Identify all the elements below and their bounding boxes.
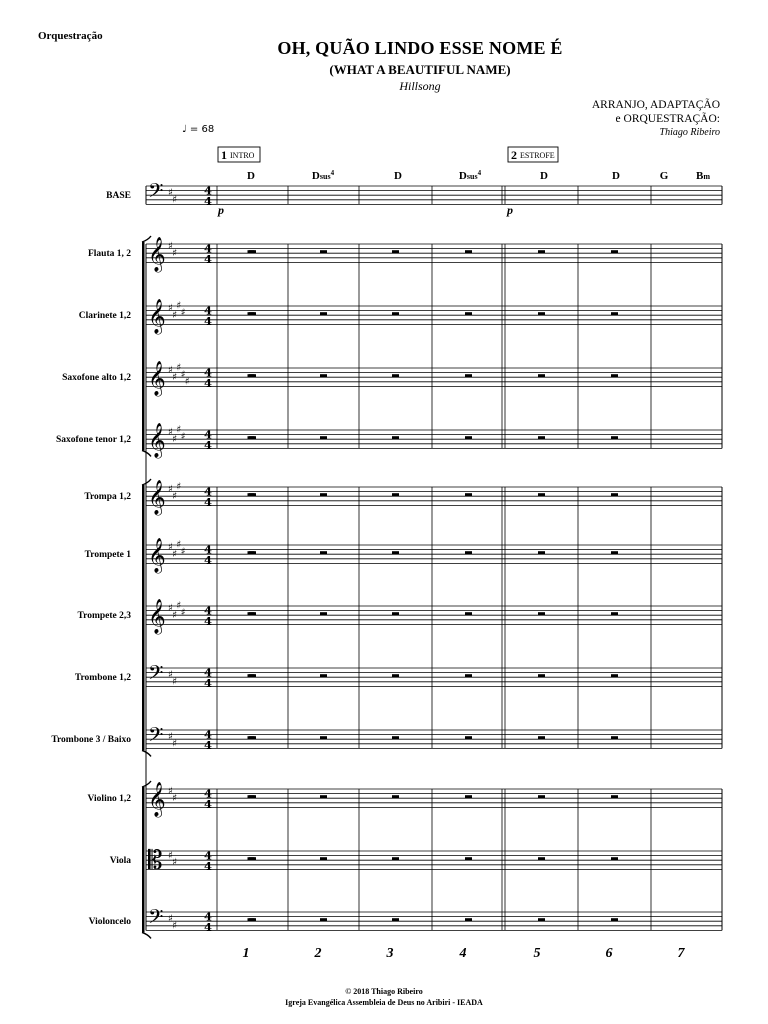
time-signature-top: 4 xyxy=(203,241,213,256)
bass-clef-icon: 𝄢 xyxy=(148,905,164,934)
sharp-icon: ♯ xyxy=(168,303,173,314)
measure-rest-icon xyxy=(249,493,256,496)
sharp-icon: ♯ xyxy=(172,676,178,688)
measure-rest-icon xyxy=(392,918,399,921)
instrument-name: Trompa 1,2 xyxy=(84,492,131,503)
time-signature-bottom: 4 xyxy=(203,251,213,266)
measure-rest-icon xyxy=(611,918,618,921)
measure-number: 1 xyxy=(242,946,250,961)
measure-rest-icon xyxy=(249,857,256,860)
measure-rest-icon xyxy=(611,551,618,554)
chord-symbol: D xyxy=(540,170,548,182)
treble-clef-icon: 𝄞 xyxy=(148,299,166,335)
instrument-name: Saxofone alto 1,2 xyxy=(62,373,131,384)
rehearsal-mark-label: INTRO xyxy=(230,151,255,160)
treble-clef-icon: 𝄞 xyxy=(148,782,166,818)
time-signature-bottom: 4 xyxy=(203,675,213,690)
measure-rest-icon xyxy=(611,795,618,798)
measure-rest-icon xyxy=(249,674,256,677)
time-signature-top: 4 xyxy=(203,603,213,618)
time-signature-bottom: 4 xyxy=(203,613,213,628)
measure-rest-icon xyxy=(392,250,399,253)
measure-rest-icon xyxy=(392,551,399,554)
instrument-name: Saxofone tenor 1,2 xyxy=(55,435,131,446)
measure-rest-icon xyxy=(611,436,618,439)
measure-rest-icon xyxy=(320,736,327,739)
time-signature-top: 4 xyxy=(203,665,213,680)
measure-rest-icon xyxy=(392,493,399,496)
measure-rest-icon xyxy=(465,250,472,253)
chord-symbol: Bm xyxy=(695,170,711,182)
measure-rest-icon xyxy=(320,374,327,377)
time-signature-top: 4 xyxy=(203,727,213,742)
measure-rest-icon xyxy=(249,612,256,615)
measure-rest-icon xyxy=(392,436,399,439)
measure-rest-icon xyxy=(538,551,545,554)
sharp-icon: ♯ xyxy=(168,542,173,553)
sharp-icon: ♯ xyxy=(176,600,182,612)
measure-rest-icon xyxy=(392,612,399,615)
arranger-line-2: e ORQUESTRAÇÃO: xyxy=(615,113,720,125)
measure-rest-icon xyxy=(538,312,545,315)
instrument-name: Violino 1,2 xyxy=(87,794,131,805)
measure-rest-icon xyxy=(611,374,618,377)
measure-rest-icon xyxy=(465,736,472,739)
score-type-label: Orquestração xyxy=(38,30,103,42)
time-signature-bottom: 4 xyxy=(203,494,213,509)
dynamic-marking: p xyxy=(218,203,224,217)
measure-rest-icon xyxy=(611,674,618,677)
measure-rest-icon xyxy=(249,312,256,315)
measure-rest-icon xyxy=(249,250,256,253)
measure-number: 2 xyxy=(314,946,322,961)
sharp-icon: ♯ xyxy=(180,546,186,558)
time-signature-bottom: 4 xyxy=(203,796,213,811)
sharp-icon: ♯ xyxy=(180,607,186,619)
treble-clef-icon: 𝄞 xyxy=(148,237,166,273)
sharp-icon: ♯ xyxy=(180,307,186,319)
measure-rest-icon xyxy=(392,674,399,677)
sharp-icon: ♯ xyxy=(172,247,178,259)
time-signature-top: 4 xyxy=(203,484,213,499)
time-signature-bottom: 4 xyxy=(203,437,213,452)
measure-rest-icon xyxy=(611,857,618,860)
measure-rest-icon xyxy=(392,736,399,739)
measure-rest-icon xyxy=(392,795,399,798)
measure-rest-icon xyxy=(320,674,327,677)
measure-rest-icon xyxy=(611,250,618,253)
rehearsal-mark-number: 2 xyxy=(511,148,517,162)
measure-rest-icon xyxy=(538,612,545,615)
treble-clef-icon: 𝄞 xyxy=(148,423,166,459)
page-subtitle: (WHAT A BEAUTIFUL NAME) xyxy=(329,62,511,77)
treble-clef-icon: 𝄞 xyxy=(148,538,166,574)
alto-clef-icon: 𝄡 xyxy=(148,846,163,877)
measure-rest-icon xyxy=(538,674,545,677)
measure-rest-icon xyxy=(465,857,472,860)
instrument-name: Flauta 1, 2 xyxy=(87,249,131,260)
measure-rest-icon xyxy=(465,674,472,677)
time-signature-bottom: 4 xyxy=(203,193,213,208)
measure-rest-icon xyxy=(538,436,545,439)
instrument-name: Violoncelo xyxy=(88,917,131,928)
arranger-name: Thiago Ribeiro xyxy=(659,127,720,138)
treble-clef-icon: 𝄞 xyxy=(148,599,166,635)
group-bracket xyxy=(142,787,145,932)
rehearsal-mark-number: 1 xyxy=(221,148,227,162)
sharp-icon: ♯ xyxy=(172,609,178,621)
sharp-icon: ♯ xyxy=(176,481,182,493)
sharp-icon: ♯ xyxy=(168,786,173,797)
sharp-icon: ♯ xyxy=(172,548,178,560)
time-signature-bottom: 4 xyxy=(203,313,213,328)
sharp-icon: ♯ xyxy=(168,365,173,376)
measure-number: 5 xyxy=(533,946,541,961)
time-signature-top: 4 xyxy=(203,427,213,442)
sharp-icon: ♯ xyxy=(168,603,173,614)
group-bracket xyxy=(142,242,145,450)
measure-rest-icon xyxy=(538,374,545,377)
measure-number: 3 xyxy=(386,946,394,961)
sharp-icon: ♯ xyxy=(172,490,178,502)
page-title: OH, QUÃO LINDO ESSE NOME É xyxy=(277,38,563,58)
measure-rest-icon xyxy=(538,736,545,739)
sharp-icon: ♯ xyxy=(168,241,173,252)
sharp-icon: ♯ xyxy=(180,369,186,381)
time-signature-top: 4 xyxy=(203,303,213,318)
sharp-icon: ♯ xyxy=(172,792,178,804)
measure-rest-icon xyxy=(249,436,256,439)
measure-rest-icon xyxy=(320,857,327,860)
measure-rest-icon xyxy=(611,312,618,315)
measure-rest-icon xyxy=(249,918,256,921)
sharp-icon: ♯ xyxy=(176,424,182,436)
treble-clef-icon: 𝄞 xyxy=(148,361,166,397)
sharp-icon: ♯ xyxy=(176,539,182,551)
time-signature-bottom: 4 xyxy=(203,737,213,752)
sharp-icon: ♯ xyxy=(168,913,173,925)
sharp-icon: ♯ xyxy=(172,309,178,321)
measure-rest-icon xyxy=(611,493,618,496)
instrument-name: Viola xyxy=(109,856,131,867)
sharp-icon: ♯ xyxy=(184,376,190,388)
time-signature-bottom: 4 xyxy=(203,552,213,567)
group-bracket xyxy=(142,485,145,750)
measure-rest-icon xyxy=(465,795,472,798)
measure-rest-icon xyxy=(392,312,399,315)
instrument-name: Trompete 2,3 xyxy=(77,611,131,622)
chord-symbol: D xyxy=(612,170,620,182)
measure-rest-icon xyxy=(538,250,545,253)
sharp-icon: ♯ xyxy=(172,433,178,445)
sharp-icon: ♯ xyxy=(172,857,178,869)
measure-rest-icon xyxy=(320,612,327,615)
measure-rest-icon xyxy=(465,918,472,921)
time-signature-top: 4 xyxy=(203,183,213,198)
measure-rest-icon xyxy=(320,795,327,798)
sharp-icon: ♯ xyxy=(168,427,173,438)
time-signature-top: 4 xyxy=(203,848,213,863)
measure-rest-icon xyxy=(611,736,618,739)
bass-clef-icon: 𝄢 xyxy=(148,723,164,752)
footer xyxy=(0,986,768,1008)
measure-rest-icon xyxy=(465,551,472,554)
instrument-name: Trompete 1 xyxy=(84,550,131,561)
chord-symbol: D xyxy=(247,170,255,182)
sharp-icon: ♯ xyxy=(168,850,173,862)
time-signature-top: 4 xyxy=(203,786,213,801)
chord-symbol: D xyxy=(394,170,402,182)
measure-rest-icon xyxy=(465,493,472,496)
bass-clef-icon: 𝄢 xyxy=(148,179,164,208)
instrument-name: Trombone 1,2 xyxy=(74,673,131,684)
measure-rest-icon xyxy=(392,857,399,860)
measure-number: 4 xyxy=(459,946,467,961)
sharp-icon: ♯ xyxy=(172,371,178,383)
composer: Hillsong xyxy=(399,79,441,93)
tempo-bpm: 68 xyxy=(201,124,215,135)
sharp-icon: ♯ xyxy=(172,738,178,750)
measure-rest-icon xyxy=(465,312,472,315)
tempo-equals: = xyxy=(186,124,202,135)
measure-rest-icon xyxy=(392,374,399,377)
measure-rest-icon xyxy=(320,918,327,921)
bracket-bottom-hook xyxy=(142,932,151,938)
instrument-name: Trombone 3 / Baixo xyxy=(51,735,131,746)
rehearsal-mark-label: ESTROFE xyxy=(520,151,555,160)
sharp-icon: ♯ xyxy=(168,731,173,743)
sharp-icon: ♯ xyxy=(176,362,182,374)
church-name: Igreja Evangélica Assembleia de Deus no Aribiri - IEADA xyxy=(285,998,483,1007)
chord-symbol: Dsus$^4$ xyxy=(458,169,482,182)
dynamic-marking: p xyxy=(507,203,513,217)
chord-symbol: G xyxy=(659,170,669,182)
instrument-name: BASE xyxy=(106,191,131,202)
measure-rest-icon xyxy=(320,312,327,315)
time-signature-top: 4 xyxy=(203,542,213,557)
measure-rest-icon xyxy=(320,436,327,439)
measure-rest-icon xyxy=(538,918,545,921)
arranger-line-1: ARRANJO, ADAPTAÇÃO xyxy=(591,99,720,111)
time-signature-bottom: 4 xyxy=(203,919,213,934)
measure-rest-icon xyxy=(320,551,327,554)
measure-rest-icon xyxy=(249,551,256,554)
measure-rest-icon xyxy=(538,795,545,798)
time-signature-top: 4 xyxy=(203,365,213,380)
sharp-icon: ♯ xyxy=(172,920,178,932)
treble-clef-icon: 𝄞 xyxy=(148,480,166,516)
measure-rest-icon xyxy=(465,436,472,439)
measure-rest-icon xyxy=(465,374,472,377)
sharp-icon: ♯ xyxy=(176,300,182,312)
copyright: © 2018 Thiago Ribeiro xyxy=(345,987,423,996)
sharp-icon: ♯ xyxy=(168,484,173,495)
measure-number: 6 xyxy=(605,946,613,961)
bass-clef-icon: 𝄢 xyxy=(148,661,164,690)
time-signature-bottom: 4 xyxy=(203,375,213,390)
instrument-name: Clarinete 1,2 xyxy=(78,311,131,322)
measure-rest-icon xyxy=(611,612,618,615)
measure-number: 7 xyxy=(677,946,685,961)
measure-rest-icon xyxy=(538,857,545,860)
measure-rest-icon xyxy=(320,493,327,496)
sharp-icon: ♯ xyxy=(172,194,178,206)
time-signature-bottom: 4 xyxy=(203,858,213,873)
measure-rest-icon xyxy=(320,250,327,253)
measure-rest-icon xyxy=(249,795,256,798)
sharp-icon: ♯ xyxy=(168,669,173,681)
chord-symbol: Dsus$^4$ xyxy=(311,169,335,182)
measure-rest-icon xyxy=(249,736,256,739)
measure-rest-icon xyxy=(465,612,472,615)
sharp-icon: ♯ xyxy=(180,431,186,443)
measure-rest-icon xyxy=(249,374,256,377)
measure-rest-icon xyxy=(538,493,545,496)
sharp-icon: ♯ xyxy=(168,187,173,199)
time-signature-top: 4 xyxy=(203,909,213,924)
quarter-note-icon: ♩ xyxy=(182,124,187,135)
